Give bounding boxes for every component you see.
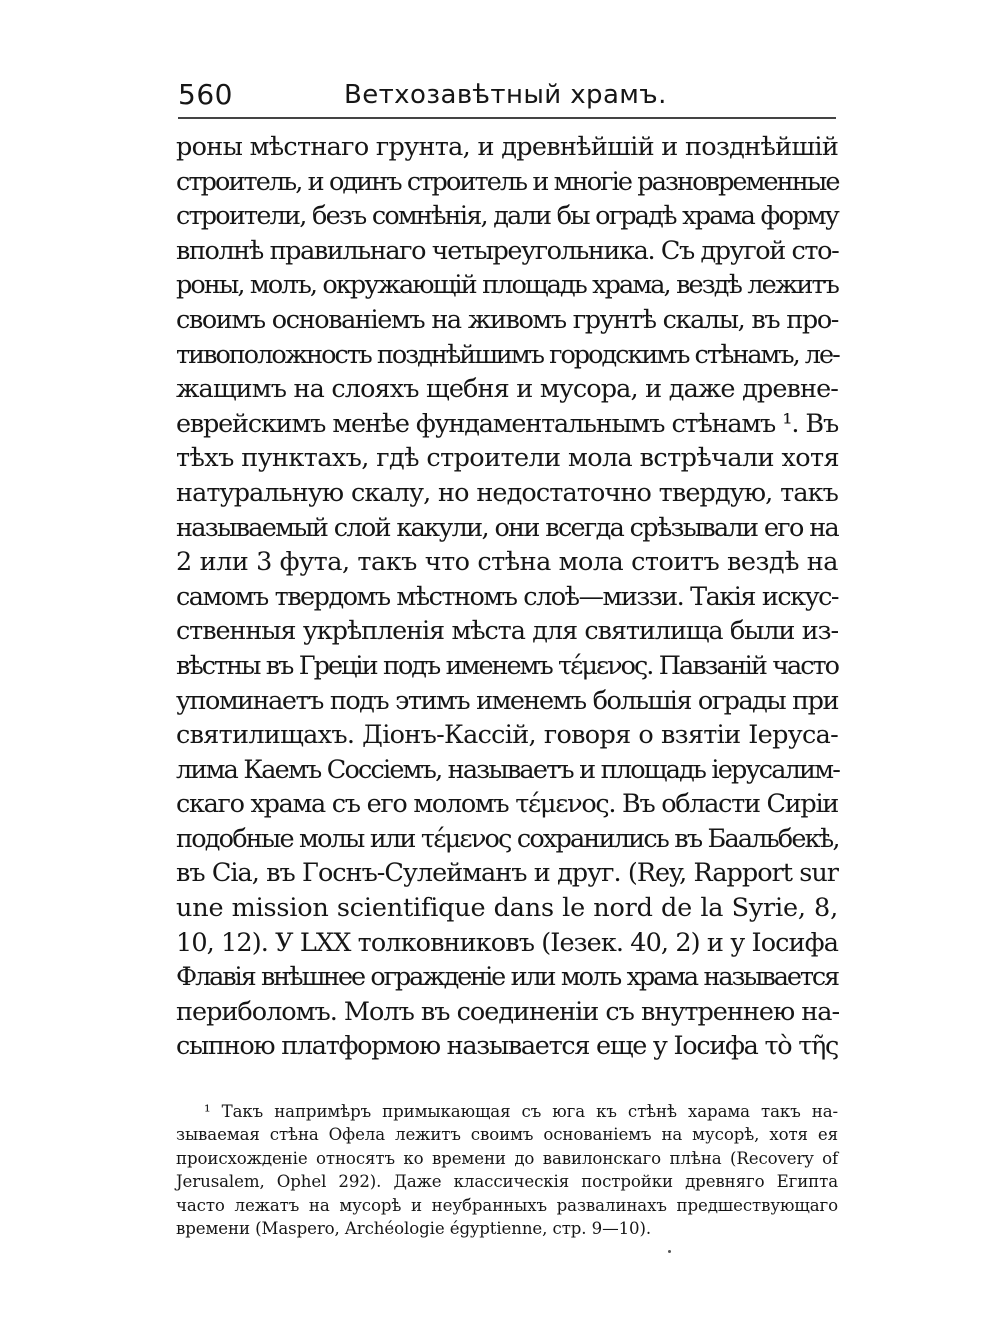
body-line: 10, 12). У LXX толковниковъ (Іезек. 40, 2) и у Іосифа <box>176 927 838 958</box>
body-line: тивоположность позднѣйшимъ городскимъ стѣнамъ, ле- <box>176 339 839 370</box>
page-header <box>178 72 836 112</box>
footnote-line: часто лежатъ на мусорѣ и неубранныхъ развалинахъ предшествующаго <box>176 1195 838 1215</box>
footnote-line: зываемая стѣна Офела лежитъ своимъ основаніемъ на мусорѣ, хотя ея <box>176 1125 838 1145</box>
body-line: периболомъ. Молъ въ соединеніи съ внутреннею на- <box>176 996 840 1027</box>
body-line: тѣхъ пунктахъ, гдѣ строители мола встрѣчали хотя <box>176 443 839 474</box>
body-line: вполнѣ правильнаго четыреугольника. Съ другой сто- <box>176 235 839 266</box>
body-line: въ Сіа, въ Госнъ-Сулейманъ и друг. (Rey, Rapport sur <box>176 858 838 889</box>
body-line: 2 или 3 фута, такъ что стѣна мола стоитъ вездѣ на <box>176 547 838 578</box>
running-title: Ветхозавѣтный храмъ. <box>344 80 667 110</box>
body-text <box>176 130 838 1064</box>
body-line: ственныя укрѣпленія мѣста для святилища были из- <box>176 616 838 647</box>
footnote-line: происхожденіе относятъ ко времени до вавилонскаго плѣна (Recovery of <box>176 1148 838 1168</box>
body-line: строители, безъ сомнѣнія, дали бы оградѣ храма форму <box>176 201 838 232</box>
body-line: лима Каемъ Соссіемъ, называетъ и площадь іерусалим- <box>176 754 840 785</box>
body-line: называемый слой какули, они всегда срѣзывали его на <box>176 512 838 543</box>
body-line: сыпною платформою называется еще у Іосифа τὸ τῆς <box>176 1031 838 1062</box>
body-line: самомъ твердомъ мѣстномъ слоѣ—миззи. Такія искус- <box>176 581 838 612</box>
body-line: святилищахъ. Діонъ-Кассій, говоря о взятіи Іеруса- <box>176 720 838 751</box>
body-line: роны мѣстнаго грунта, и древнѣйшій и позднѣйшій <box>176 132 839 162</box>
body-line: вѣстны въ Греціи подъ именемъ τέμενος. Павзаній часто <box>176 650 838 681</box>
body-line: подобные молы или τέμενος сохранились въ Баальбекѣ, <box>176 823 839 854</box>
page-number: 560 <box>178 78 233 111</box>
body-line: натуральную скалу, но недостаточно твердую, такъ <box>176 477 838 508</box>
body-line: своимъ основаніемъ на живомъ грунтѣ скалы, въ про- <box>176 304 838 335</box>
footnote-line: времени (Maspero, Archéologie égyptienne, стр. 9—10). <box>176 1218 652 1238</box>
print-speck <box>668 1250 671 1253</box>
body-line: скаго храма съ его моломъ τέμενος. Въ области Сиріи <box>176 789 838 820</box>
header-rule <box>178 117 836 119</box>
body-line: une mission scientifique dans le nord de la Syrie, 8, <box>176 893 838 924</box>
footnote-line: Jerusalem, Ophel 292). Даже классическія постройки древняго Египта <box>176 1172 838 1192</box>
body-line: упоминаетъ подъ этимъ именемъ большія ограды при <box>176 685 838 716</box>
footnote-line: ¹ Такъ напримѣръ примыкающая съ юга къ стѣнѣ харама такъ на- <box>204 1102 838 1121</box>
body-line: жащимъ на слояхъ щебня и мусора, и даже древне- <box>176 374 838 405</box>
footnotes <box>176 1100 838 1240</box>
body-line: строитель, и одинъ строитель и многіе разновременные <box>176 166 839 197</box>
body-line: еврейскимъ менѣе фундаментальнымъ стѣнамъ ¹. Въ <box>176 408 838 439</box>
body-line: роны, молъ, окружающій площадь храма, вездѣ лежитъ <box>176 270 838 301</box>
body-line: Флавія внѣшнее огражденіе или молъ храма называется <box>176 962 838 993</box>
